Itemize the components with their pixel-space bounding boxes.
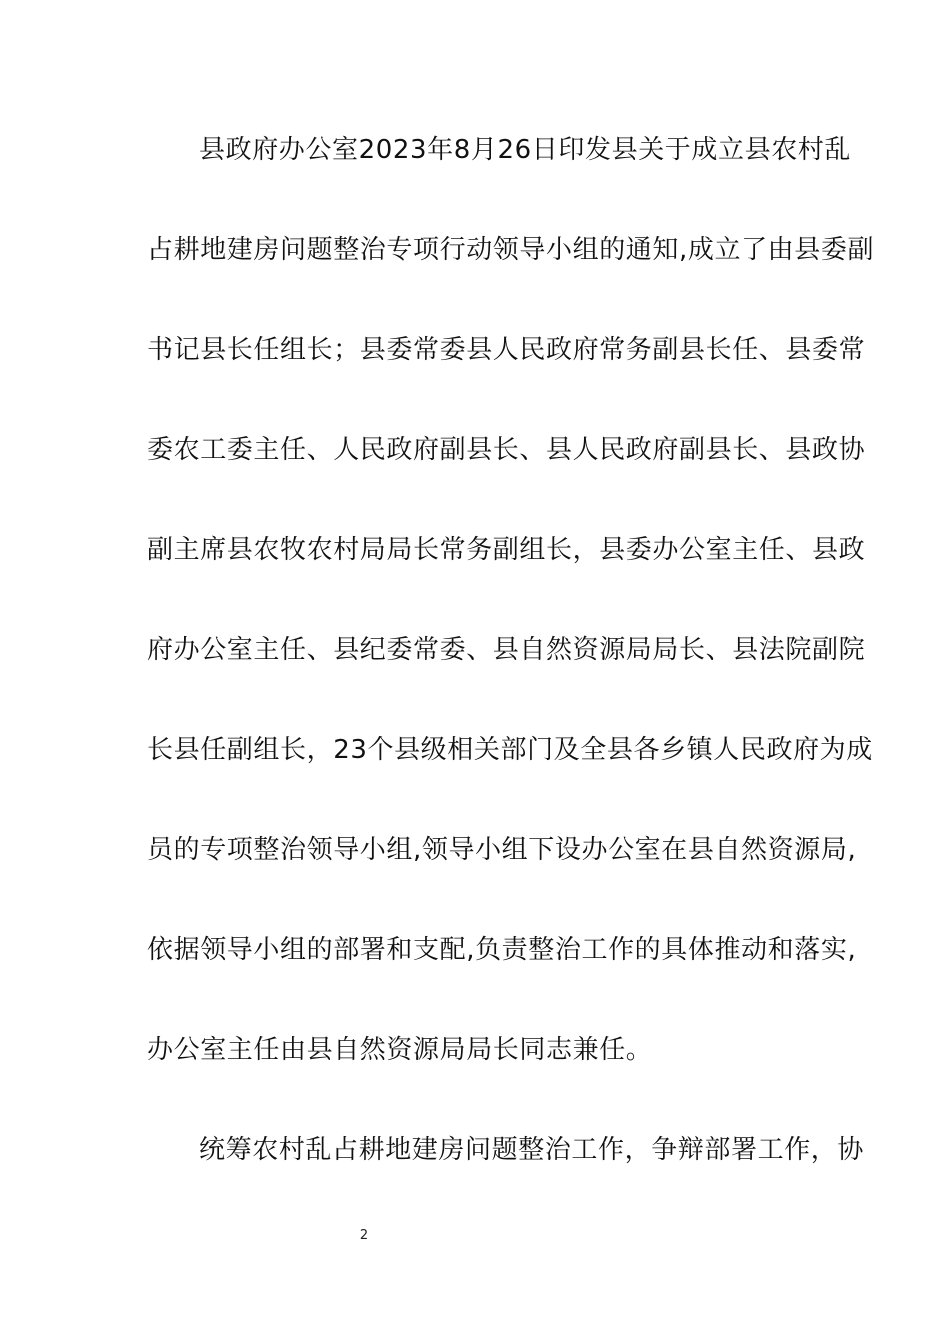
paragraph-1-line-4: 委农工委主任、人民政府副县长、县人民政府副县长、县政协 <box>147 435 866 465</box>
paragraph-1-line-5: 副主席县农牧农村局局长常务副组长，县委办公室主任、县政 <box>147 535 866 565</box>
paragraph-1-line-10: 办公室主任由县自然资源局局长同志兼任。 <box>147 1035 653 1065</box>
page-number: 2 <box>359 1228 369 1243</box>
paragraph-1-line-1: 县政府办公室2023年8月26日印发县关于成立县农村乱 <box>199 135 851 165</box>
paragraph-2-line-1: 统筹农村乱占耕地建房问题整治工作，争辩部署工作，协 <box>199 1135 865 1165</box>
paragraph-1-line-2: 占耕地建房问题整治专项行动领导小组的通知,成立了由县委副 <box>147 235 875 265</box>
paragraph-1-line-8: 员的专项整治领导小组,领导小组下设办公室在县自然资源局, <box>147 835 857 865</box>
paragraph-1-line-7: 长县任副组长，23个县级相关部门及全县各乡镇人民政府为成 <box>147 735 873 765</box>
paragraph-1-line-6: 府办公室主任、县纪委常委、县自然资源局局长、县法院副院 <box>147 635 866 665</box>
paragraph-1-line-9: 依据领导小组的部署和支配,负责整治工作的具体推动和落实, <box>147 935 857 965</box>
paragraph-1-line-3: 书记县长任组长；县委常委县人民政府常务副县长任、县委常 <box>147 335 866 365</box>
